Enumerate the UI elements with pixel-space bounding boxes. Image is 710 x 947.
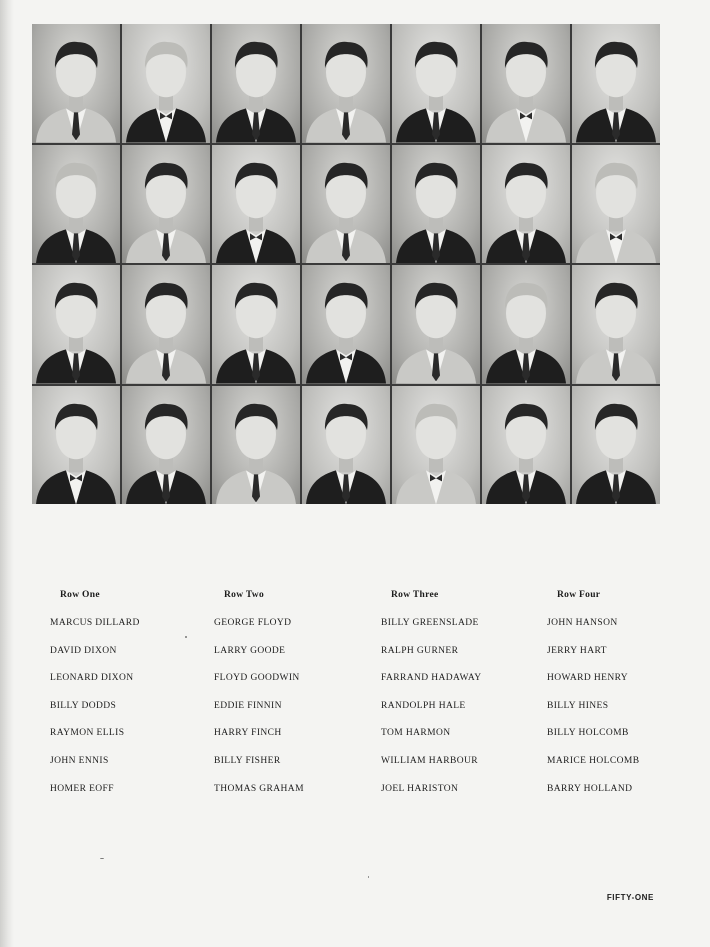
student-name: BILLY GREENSLADE xyxy=(381,618,479,628)
portrait-silhouette xyxy=(122,145,210,264)
student-name: BARRY HOLLAND xyxy=(547,783,633,794)
roster-column-row-three xyxy=(381,585,531,806)
portrait-silhouette xyxy=(482,24,570,143)
portrait-r2-c6 xyxy=(482,145,570,264)
portrait-silhouette xyxy=(212,265,300,384)
student-name: FLOYD GOODWIN xyxy=(214,673,300,684)
student-name: RANDOLPH HALE xyxy=(381,700,466,711)
student-name: HOMER EOFF xyxy=(50,783,114,794)
student-name: LEONARD DIXON xyxy=(50,673,134,684)
portrait-silhouette xyxy=(392,24,480,143)
portrait-silhouette xyxy=(392,386,480,505)
portrait-silhouette xyxy=(32,265,120,384)
portrait-silhouette xyxy=(122,386,210,505)
portrait-silhouette xyxy=(482,145,570,264)
student-name: BILLY FISHER xyxy=(214,755,281,766)
portrait-r3-c3 xyxy=(212,265,300,384)
page-number: FIFTY-ONE xyxy=(606,893,654,902)
portrait-silhouette xyxy=(212,145,300,264)
roster-column-row-four xyxy=(547,585,697,806)
portrait-r1-c4 xyxy=(302,24,390,143)
print-speck xyxy=(100,858,104,859)
portrait-silhouette xyxy=(482,386,570,505)
column-heading: Row Three xyxy=(391,590,439,600)
portrait-silhouette xyxy=(482,265,570,384)
portrait-grid xyxy=(32,24,660,504)
portrait-silhouette xyxy=(572,265,660,384)
portrait-silhouette xyxy=(302,145,390,264)
student-name: GEORGE FLOYD xyxy=(214,618,292,628)
portrait-silhouette xyxy=(32,386,120,505)
portrait-silhouette xyxy=(302,386,390,505)
portrait-r4-c5 xyxy=(392,386,480,505)
portrait-silhouette xyxy=(572,386,660,505)
portrait-r2-c4 xyxy=(302,145,390,264)
student-name: EDDIE FINNIN xyxy=(214,700,282,711)
student-name: BILLY HOLCOMB xyxy=(547,728,629,739)
portrait-r3-c5 xyxy=(392,265,480,384)
portrait-r3-c4 xyxy=(302,265,390,384)
student-name: THOMAS GRAHAM xyxy=(214,783,304,794)
student-name: RAYMON ELLIS xyxy=(50,728,125,739)
column-heading: Row Two xyxy=(224,590,265,600)
student-name: RALPH GURNER xyxy=(381,645,459,656)
print-speck xyxy=(368,876,369,878)
portrait-r3-c7 xyxy=(572,265,660,384)
portrait-r2-c2 xyxy=(122,145,210,264)
portrait-r2-c7 xyxy=(572,145,660,264)
portrait-silhouette xyxy=(302,265,390,384)
portrait-silhouette xyxy=(122,24,210,143)
student-name: BILLY DODDS xyxy=(50,700,117,711)
portrait-silhouette xyxy=(212,24,300,143)
student-name: JERRY HART xyxy=(547,645,607,656)
portrait-silhouette xyxy=(212,386,300,505)
portrait-silhouette xyxy=(572,24,660,143)
column-heading: Row Four xyxy=(557,590,601,600)
portrait-r1-c2 xyxy=(122,24,210,143)
portrait-r1-c5 xyxy=(392,24,480,143)
portrait-silhouette xyxy=(392,145,480,264)
portrait-r4-c6 xyxy=(482,386,570,505)
portrait-r1-c7 xyxy=(572,24,660,143)
portrait-r3-c1 xyxy=(32,265,120,384)
portrait-r4-c4 xyxy=(302,386,390,505)
student-name: MARCUS DILLARD xyxy=(50,618,140,628)
portrait-r2-c5 xyxy=(392,145,480,264)
student-name: FARRAND HADAWAY xyxy=(381,673,482,684)
student-name: MARICE HOLCOMB xyxy=(547,755,640,766)
student-name: TOM HARMON xyxy=(381,728,451,739)
student-name: JOHN HANSON xyxy=(547,618,618,628)
print-speck xyxy=(185,636,187,638)
portrait-silhouette xyxy=(302,24,390,143)
column-heading: Row One xyxy=(60,590,100,600)
portrait-r1-c3 xyxy=(212,24,300,143)
portrait-r1-c6 xyxy=(482,24,570,143)
roster-column-row-one xyxy=(50,585,200,806)
portrait-r1-c1 xyxy=(32,24,120,143)
portrait-silhouette xyxy=(32,145,120,264)
portrait-r4-c7 xyxy=(572,386,660,505)
portrait-r3-c2 xyxy=(122,265,210,384)
student-name: HOWARD HENRY xyxy=(547,673,629,684)
student-name: LARRY GOODE xyxy=(214,645,286,656)
student-name: JOEL HARISTON xyxy=(381,783,459,794)
student-name: BILLY HINES xyxy=(547,700,609,711)
student-name: JOHN ENNIS xyxy=(50,755,109,766)
portrait-r2-c1 xyxy=(32,145,120,264)
student-name: DAVID DIXON xyxy=(50,645,117,656)
portrait-r4-c3 xyxy=(212,386,300,505)
portrait-r4-c1 xyxy=(32,386,120,505)
student-name: WILLIAM HARBOUR xyxy=(381,755,479,766)
portrait-r2-c3 xyxy=(212,145,300,264)
roster-column-row-two xyxy=(214,585,364,806)
portrait-silhouette xyxy=(572,145,660,264)
portrait-silhouette xyxy=(392,265,480,384)
name-roster xyxy=(0,585,710,815)
student-name: HARRY FINCH xyxy=(214,728,282,739)
portrait-r3-c6 xyxy=(482,265,570,384)
portrait-silhouette xyxy=(122,265,210,384)
portrait-silhouette xyxy=(32,24,120,143)
portrait-r4-c2 xyxy=(122,386,210,505)
